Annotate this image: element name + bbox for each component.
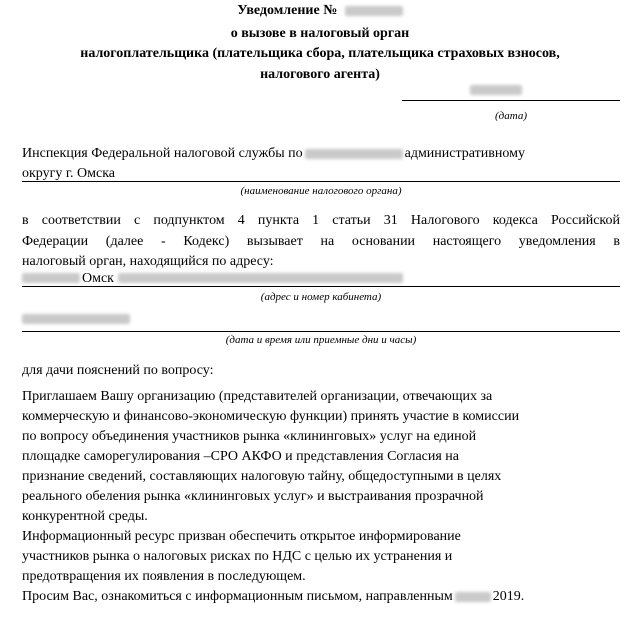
closing-year: 2019. [492, 589, 525, 604]
tax-organ-caption: (наименование налогового органа) [240, 185, 402, 197]
body-line: Приглашаем Вашу организацию (представителей организации, отвечающих за [22, 389, 493, 404]
basis-line-2: Федерации (далее - Кодекс) вызывает на основании настоящего уведомления в [22, 234, 620, 249]
notice-taxpayer-line: налогоплательщика (плательщика сбора, плательщика страховых взносов, [80, 46, 560, 61]
body-line: конкурентной среды. [22, 509, 148, 524]
date-line [402, 100, 620, 101]
datetime-caption: (дата и время или приемные дни и часы) [225, 334, 417, 346]
notice-title-text: Уведомление № [237, 3, 338, 18]
redacted-datetime [22, 314, 130, 324]
redacted-letter-date [455, 592, 491, 602]
body-line: Информационный ресурс призван обеспечить открытое информирование [22, 529, 461, 544]
notice-agent-line: налогового агента) [260, 67, 380, 82]
basis-line-1: в соответствии с подпунктом 4 пункта 1 статьи 31 Налогового кодекса Российской [22, 213, 620, 228]
redacted-address [118, 273, 403, 283]
notice-title [0, 2, 640, 19]
address-rule [22, 286, 620, 287]
tax-organ-suffix: административному [404, 146, 525, 161]
redacted-notice-number [345, 6, 403, 16]
redacted-date [470, 85, 522, 95]
tax-organ-line [22, 145, 525, 162]
body-line: реального обеления рынка «клининговых услуг» и выстраивания прозрачной [22, 489, 484, 504]
tax-organ-line-rule [22, 181, 620, 182]
body-line: предотвращения их появления в последующем. [22, 569, 306, 584]
body-line: коммерческую и финансово-экономическую функции) принять участие в комиссии [22, 409, 520, 424]
date-caption: (дата) [495, 110, 527, 122]
address-caption: (адрес и номер кабинета) [260, 291, 382, 303]
datetime-rule [22, 331, 620, 332]
redacted-address-prefix [22, 273, 80, 283]
notice-subtitle: о вызове в налоговый орган [230, 26, 410, 41]
question-label: для дачи пояснений по вопросу: [22, 363, 214, 378]
tax-organ-prefix: Инспекция Федеральной налоговой службы по [22, 146, 303, 161]
tax-organ-city: округу г. Омска [22, 166, 116, 181]
body-line: участников рынка о налоговых рисках по НДС с целью их устранения и [22, 549, 453, 564]
closing-text: Просим Вас, ознакомиться с информационным письмом, направленным [22, 589, 453, 604]
basis-line-3: налоговый орган, находящийся по адресу: [22, 254, 274, 269]
body-line: площадке саморегулирования –СРО АКФО и представления Согласия на [22, 449, 460, 464]
redacted-district [305, 149, 403, 159]
body-line: признание сведений, составляющих налоговую тайну, общедоступными в целях [22, 469, 502, 484]
body-line: по вопросу объединения участников рынка «клининговых» услуг на единой [22, 429, 477, 444]
address-city: Омск [82, 271, 114, 286]
closing-line [22, 588, 524, 605]
